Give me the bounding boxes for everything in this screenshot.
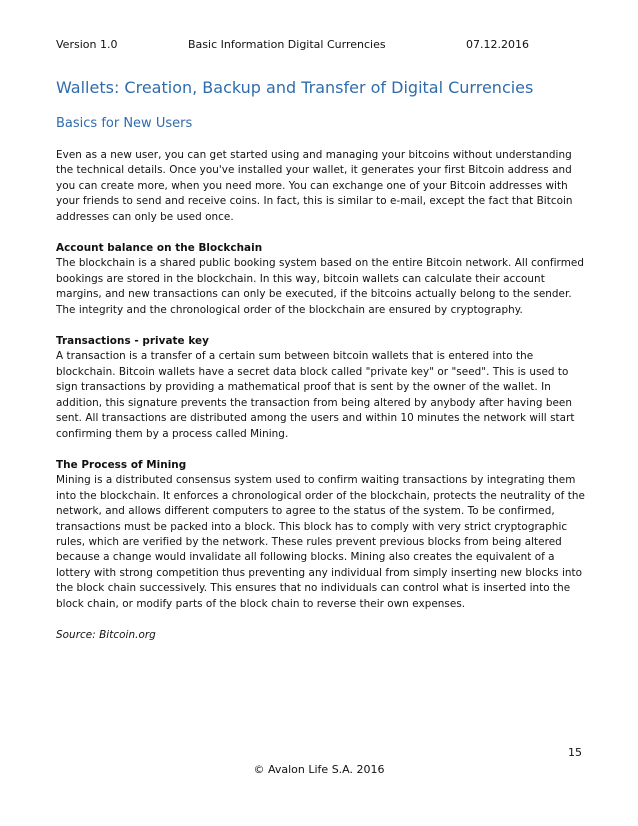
page-title: Wallets: Creation, Backup and Transfer of Digital Currencies: [56, 78, 534, 97]
section-transactions: [56, 334, 586, 442]
section-account-balance: [56, 241, 586, 318]
source-citation: Source: Bitcoin.org: [56, 628, 156, 641]
page-number: 15: [568, 746, 582, 759]
section-heading: Transactions - private key: [56, 335, 209, 348]
section-mining: [56, 458, 586, 612]
section-text: The blockchain is a shared public booking system based on the entire Bitcoin network. All confirmed bookings are stored in the blockchain. In this way, bitcoin wallets can calculate their account margins, and new transactions can only be executed, if the bitcoins actually belong to the sender. The integrity and the chronological order of the blockchain are ensured by cryptography.: [56, 257, 584, 316]
intro-paragraph: Even as a new user, you can get started using and managing your bitcoins without understanding the technical details. Once you've installed your wallet, it generates your first Bitcoin address and you can create more, when you need more. You can exchange one of your Bitcoin addresses with your friends to send and receive coins. In fact, this is similar to e-mail, except the fact that Bitcoin addresses can only be used once.: [56, 149, 573, 223]
section-heading: Account balance on the Blockchain: [56, 242, 263, 255]
header-version: Version 1.0: [56, 38, 118, 51]
section-text: A transaction is a transfer of a certain sum between bitcoin wallets that is entered into the blockchain. Bitcoin wallets have a secret data block called "private key" or "seed". This is used to sign transactions by providing a mathematical proof that is sent by the owner of the wallet. In addition, this signature prevents the transaction from being altered by anybody after having been sent. All transactions are distributed among the users and within 10 minutes the network will start confirming them by a process called Mining.: [56, 350, 575, 440]
page-subtitle: Basics for New Users: [56, 116, 193, 131]
header-date: 07.12.2016: [466, 38, 529, 51]
page-footer: © Avalon Life S.A. 2016: [253, 763, 385, 776]
section-heading: The Process of Mining: [56, 458, 187, 471]
page-header: [56, 38, 586, 54]
header-document-title: Basic Information Digital Currencies: [188, 38, 386, 51]
document-body: [56, 148, 586, 659]
section-text: Mining is a distributed consensus system used to confirm waiting transactions by integrating them into the blockchain. It enforces a chronological order of the blockchain, protects the neutrality of the network, and allows different computers to agree to the status of the system. To be confirmed, transactions must be packed into a block. This block has to comply with very strict cryptographic rules, which are verified by the network. These rules prevent previous blocks from being altered because a change would invalidate all following blocks. Mining also creates the equivalent of a lottery with strong competition thus preventing any individual from simply inserting new blocks into the block chain successively. This ensures that no individuals can control what is inserted into the block chain, or modify parts of the block chain to reverse their own expenses.: [56, 474, 585, 610]
